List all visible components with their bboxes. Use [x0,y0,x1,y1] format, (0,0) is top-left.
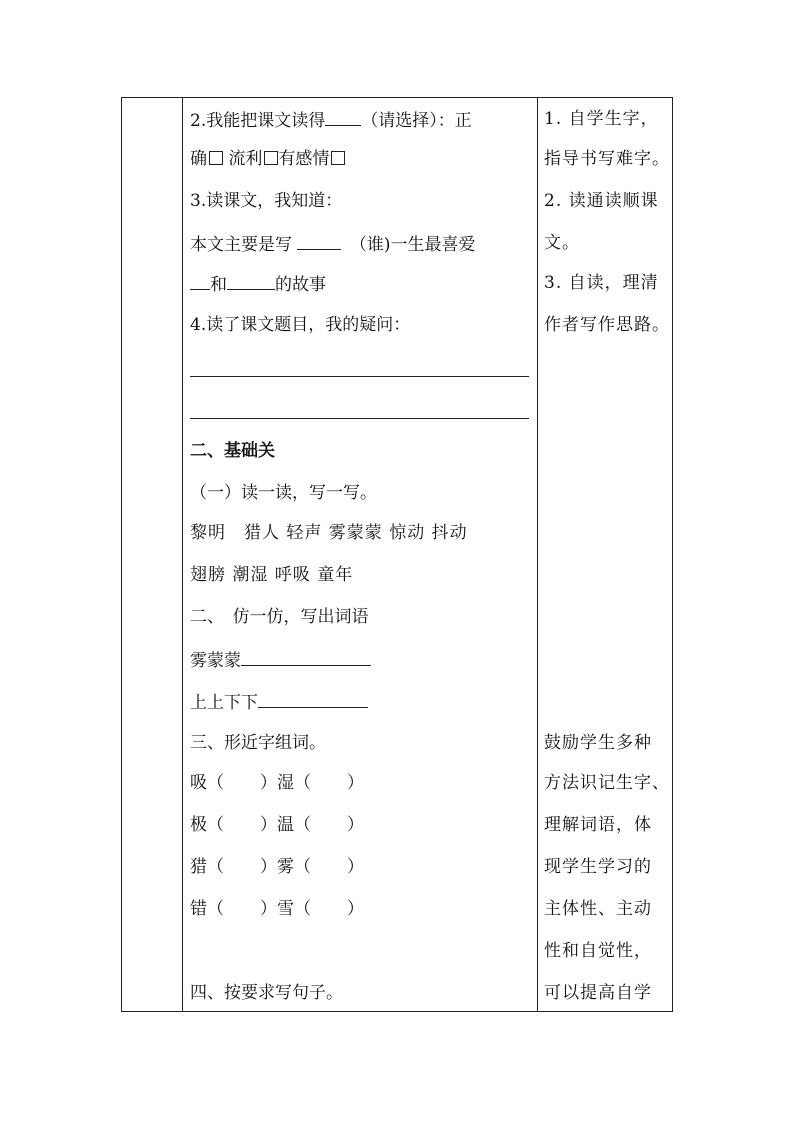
char-pair-row: 极（ ）温（ ） [190,815,364,835]
note-line: 可以提高自学 [544,983,652,1003]
note-line: 方法识记生字、 [544,773,670,793]
note-line: 理解词语，体 [544,815,652,835]
note-line: 鼓励学生多种 [544,733,652,753]
answer-blank[interactable] [258,690,368,708]
reading-level-options: 确 流利 有感情 [190,148,345,170]
main-idea-question: 本文主要是写 （谁)一生最喜爱 [190,232,476,256]
note-line: 性和自觉性， [544,941,652,961]
char-pair-row: 猎（ ）雾（ ） [190,857,364,877]
note-line: 3. 自读，理清 [544,273,659,293]
word-list-2: 翅膀 潮湿 呼吸 童年 [190,565,354,585]
title-question: 4.读了课文题目，我的疑问： [190,315,411,335]
checkbox-correct[interactable] [209,151,223,165]
note-line: 1. 自学生字， [544,109,659,129]
note-line: 主体性、主动 [544,899,652,919]
section-heading-basics: 二、基础关 [190,441,275,461]
answer-line[interactable] [190,418,529,419]
section-read-text: 3.读课文，我知道： [190,191,343,211]
reading-level-question: 2.我能把课文读得 （请选择）：正 [190,108,472,132]
subsection-similar-chars: 三、形近字组词。 [190,733,326,753]
note-line: 2. 读通读顺课 [544,191,659,211]
word-list-1: 黎明 猎人 轻声 雾蒙蒙 惊动 抖动 [190,523,468,543]
subsection-write-sentences: 四、按要求写句子。 [190,983,343,1003]
answer-line[interactable] [190,376,529,377]
checkbox-emotion[interactable] [331,151,345,165]
answer-blank[interactable] [190,272,210,290]
answer-blank[interactable] [241,648,371,666]
subsection-read-write: （一）读一读，写一写。 [190,483,377,503]
note-line: 指导书写难字。 [544,149,670,169]
note-line: 作者写作思路。 [544,315,670,335]
main-idea-question-cont: 和 的故事 [190,272,326,296]
checkbox-fluent[interactable] [264,151,278,165]
column-divider-left [182,98,183,1011]
note-line: 现学生学习的 [544,857,652,877]
imitate-example-2: 上上下下 [190,690,368,714]
subsection-imitate: 二、 仿一仿，写出词语 [190,607,369,627]
answer-blank[interactable] [297,232,341,250]
column-divider-right [537,98,538,1011]
note-line: 文。 [544,233,580,253]
char-pair-row: 吸（ ）湿（ ） [190,773,364,793]
imitate-example-1: 雾蒙蒙 [190,648,371,672]
char-pair-row: 错（ ）雪（ ） [190,899,364,919]
answer-blank[interactable] [325,108,361,126]
answer-blank[interactable] [227,272,275,290]
